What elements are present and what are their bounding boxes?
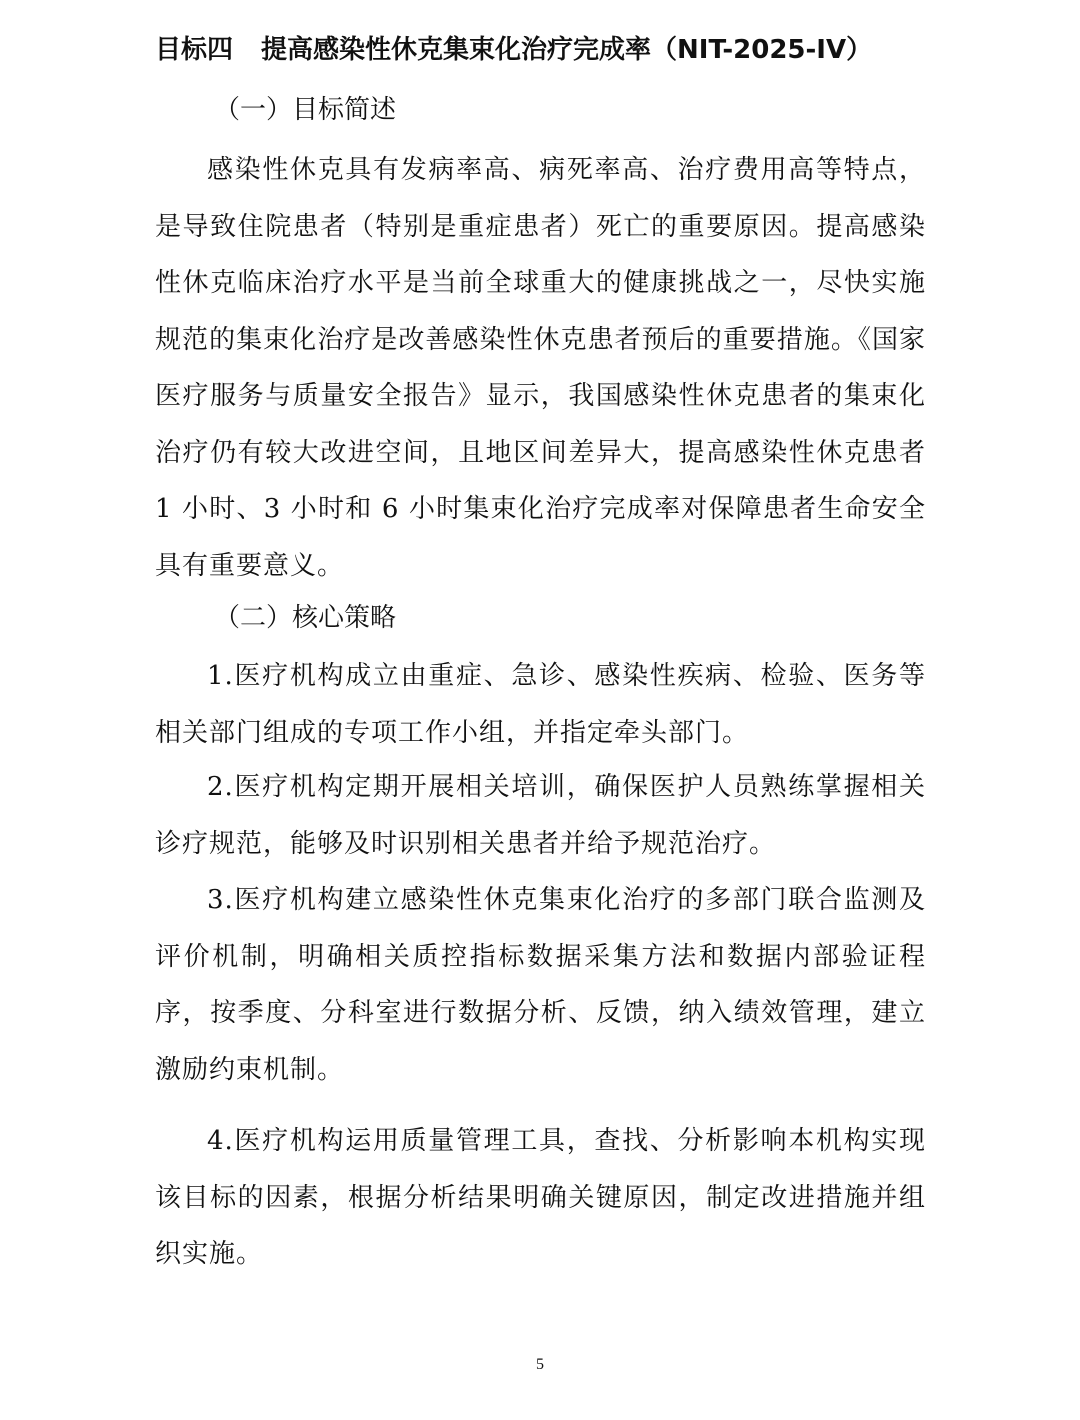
strategy-item-1: 1.医疗机构成立由重症、急诊、感染性疾病、检验、医务等相关部门组成的专项工作小组，并指定牵头部门。 [155,661,926,748]
summary-paragraph: 感染性休克具有发病率高、病死率高、治疗费用高等特点，是导致住院患者（特别是重症患者）死亡的重要原因。提高感染性休克临床治疗水平是当前全球重大的健康挑战之一，尽快实施规范的集束化治疗是改善感染性休克患者预后的重要措施。《国家医疗服务与质量安全报告》显示，我国感染性休克患者的集束化治疗仍有较大改进空间，且地区间差异大，提高感染性休克患者 1 小时、3 小时和 6 小时集束化治疗完成率对保障患者生命安全具有重要意义。 [155,155,926,581]
title-label: 目标四 [155,35,234,65]
strategy-item-4: 4.医疗机构运用质量管理工具，查找、分析影响本机构实现该目标的因素，根据分析结果明确关键原因，制定改进措施并组织实施。 [155,1126,926,1269]
page-number: 5 [536,1356,544,1373]
heading-summary: （一）目标简述 [214,95,397,125]
heading-strategy: （二）核心策略 [214,603,397,633]
title-text: 提高感染性休克集束化治疗完成率（NIT-2025-IV） [261,35,873,65]
strategy-item-3: 3.医疗机构建立感染性休克集束化治疗的多部门联合监测及评价机制，明确相关质控指标数据采集方法和数据内部验证程序，按季度、分科室进行数据分析、反馈，纳入绩效管理，建立激励约束机制。 [155,885,926,1085]
section-title [155,30,955,70]
strategy-item-2: 2.医疗机构定期开展相关培训，确保医护人员熟练掌握相关诊疗规范，能够及时识别相关患者并给予规范治疗。 [155,772,926,859]
